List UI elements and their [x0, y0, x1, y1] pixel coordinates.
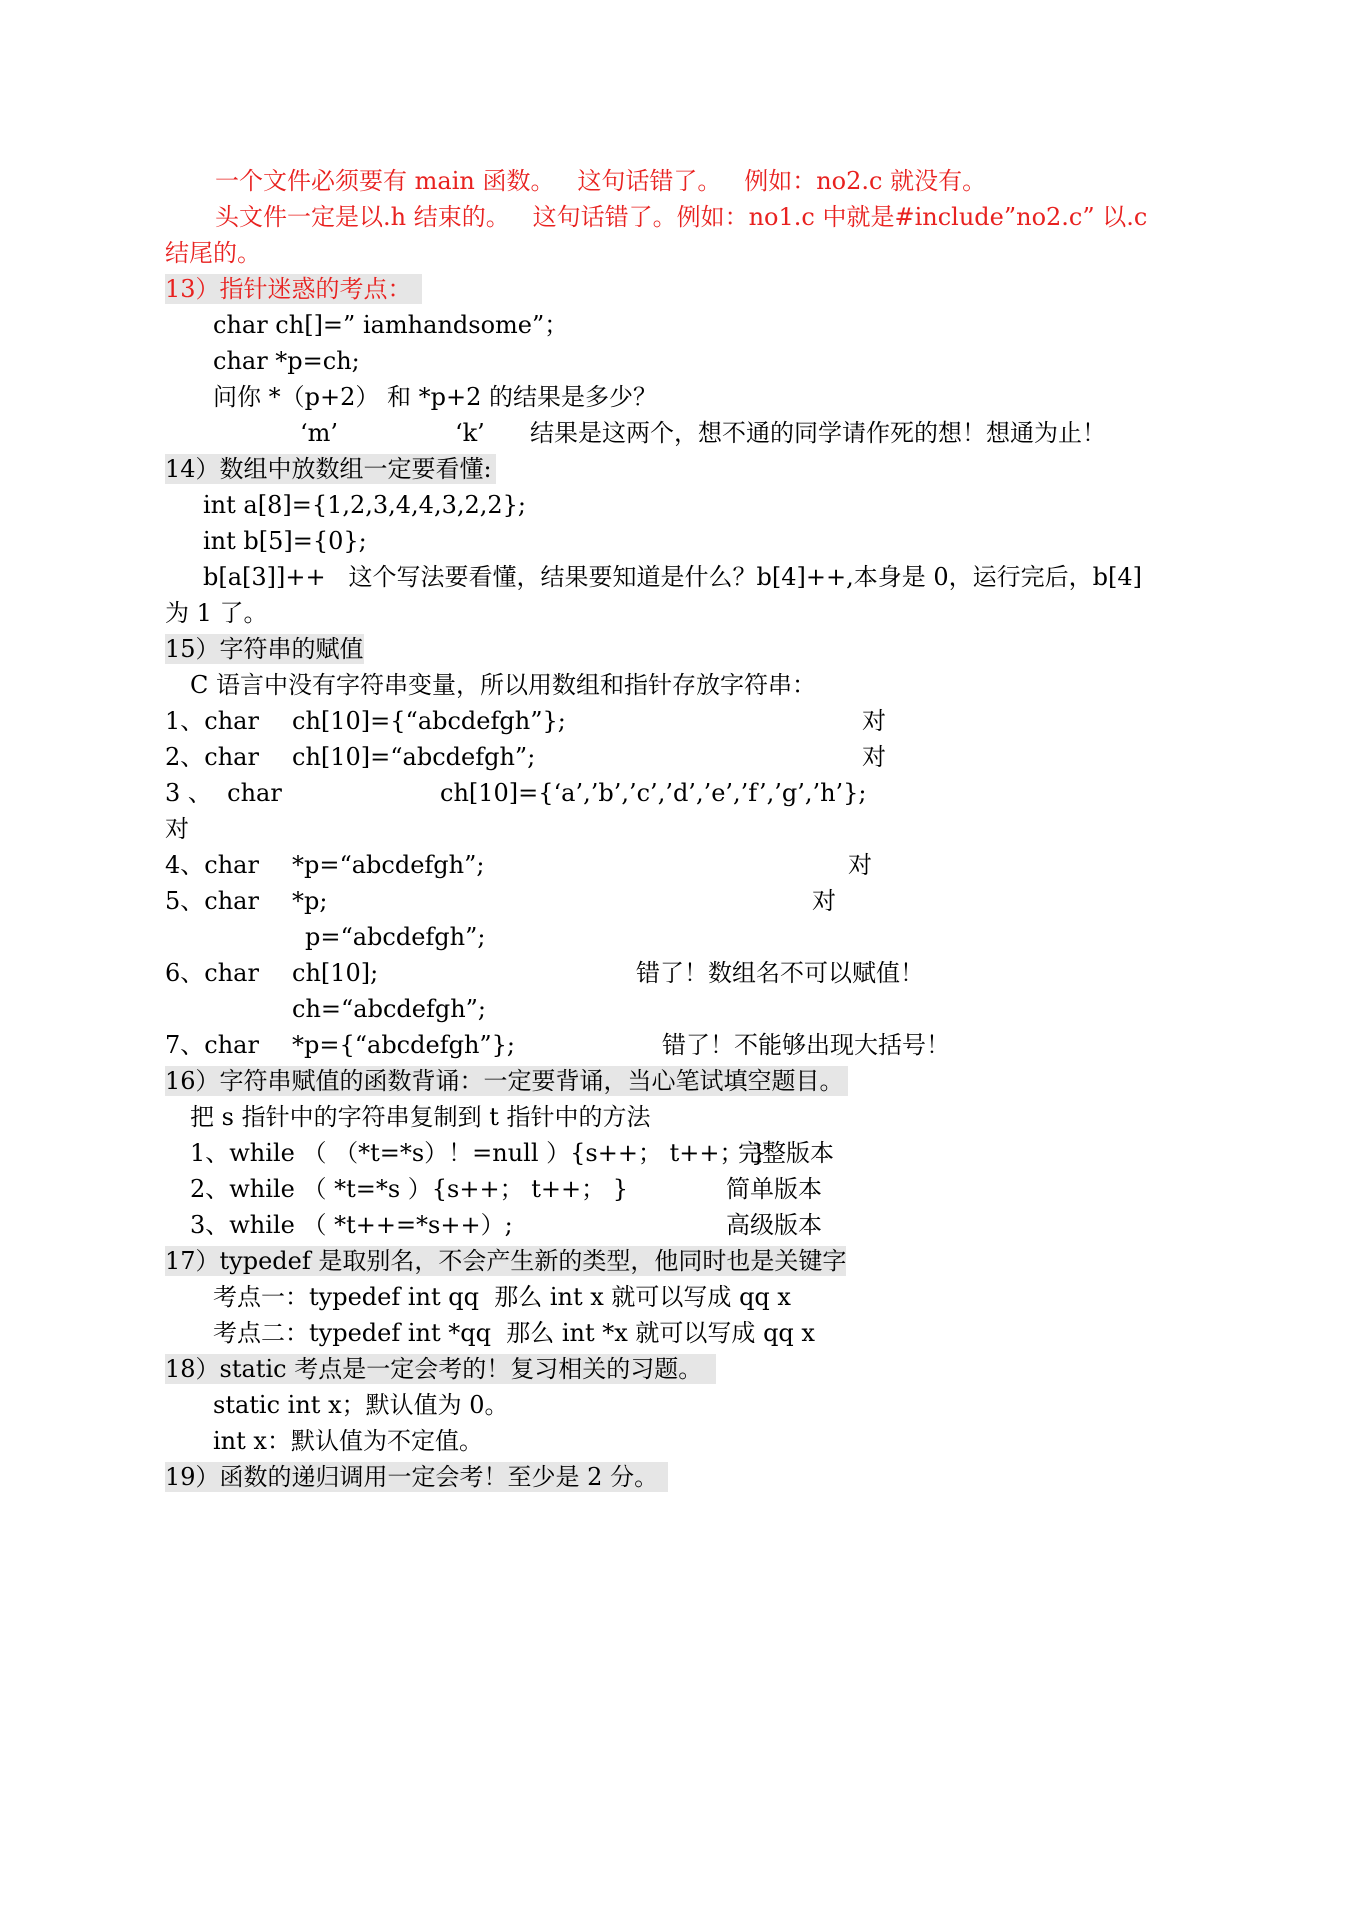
s15-item-6-verdict: 错了！数组名不可以赋值！ [636, 959, 924, 987]
s16-version-1-code: 1、while （ （*t=*s）！=null ）{s++； t++； } [190, 1139, 767, 1167]
section-15-heading: 15）字符串的赋值 [165, 635, 364, 663]
s15-item-6-continuation: ch=“abcdefgh”; [292, 995, 487, 1023]
s15-item-7-code: *p={“abcdefgh”}; [292, 1031, 516, 1059]
s15-item-1-code: ch[10]={“abcdefgh”}; [292, 707, 566, 735]
s15-item-1-verdict: 对 [862, 707, 886, 735]
s15-item-4-code: *p=“abcdefgh”; [292, 851, 485, 879]
s14-code-2: int b[5]={0}; [203, 527, 367, 555]
section-17-heading: 17）typedef 是取别名，不会产生新的类型，他同时也是关键字 [165, 1247, 847, 1275]
s15-item-6-code: ch[10]; [292, 959, 379, 987]
s18-line-2: int x：默认值为不定值。 [213, 1427, 483, 1455]
section-13-heading: 13）指针迷惑的考点： [165, 274, 422, 304]
s15-item-2-num: 2、char [165, 743, 259, 771]
s13-answer-k: ‘k’ [455, 419, 485, 447]
s15-item-3-verdict: 对 [165, 815, 189, 843]
s13-answer-note: 结果是这两个，想不通的同学请作死的想！想通为止！ [530, 419, 1106, 447]
s15-item-5-num: 5、char [165, 887, 259, 915]
s17-point-2: 考点二：typedef int *qq 那么 int *x 就可以写成 qq x [213, 1319, 815, 1347]
s15-item-6-num: 6、char [165, 959, 259, 987]
s15-item-4-verdict: 对 [848, 851, 872, 879]
s15-item-5-verdict: 对 [812, 887, 836, 915]
section-18-heading: 18）static 考点是一定会考的！复习相关的习题。 [165, 1354, 716, 1384]
s16-version-2-label: 简单版本 [726, 1175, 822, 1203]
s13-answer-m: ‘m’ [300, 419, 339, 447]
s15-item-4-num: 4、char [165, 851, 259, 879]
section-19-heading: 19）函数的递归调用一定会考！至少是 2 分。 [165, 1462, 668, 1492]
s13-code-1: char ch[]=” iamhandsome”； [213, 311, 569, 339]
s16-version-3-label: 高级版本 [726, 1211, 822, 1239]
s15-item-2-code: ch[10]=“abcdefgh”; [292, 743, 536, 771]
s16-version-2-code: 2、while （ *t=*s ）{s++； t++； } [190, 1175, 628, 1203]
section-14-heading: 14）数组中放数组一定要看懂: [165, 454, 496, 484]
s16-version-1-label: 完整版本 [738, 1139, 834, 1167]
s15-item-7-num: 7、char [165, 1031, 259, 1059]
s14-code-1: int a[8]={1,2,3,4,4,3,2,2}; [203, 491, 527, 519]
s14-explain-1: b[a[3]]++ 这个写法要看懂，结果要知道是什么？b[4]++,本身是 0，运行完后，b[4] [203, 563, 1142, 591]
s17-point-1: 考点一：typedef int qq 那么 int x 就可以写成 qq x [213, 1283, 791, 1311]
s13-code-2: char *p=ch; [213, 347, 360, 375]
s15-item-7-verdict: 错了！不能够出现大括号！ [662, 1031, 950, 1059]
red-note-line-2: 头文件一定是以.h 结束的。 这句话错了。例如：no1.c 中就是#include”no2.c” 以.c [215, 203, 1148, 231]
s15-intro: C 语言中没有字符串变量，所以用数组和指针存放字符串： [190, 671, 816, 699]
s14-explain-2: 为 1 了。 [165, 599, 268, 627]
s13-question: 问你 *（p+2） 和 *p+2 的结果是多少？ [213, 383, 657, 411]
section-16-heading: 16）字符串赋值的函数背诵：一定要背诵，当心笔试填空题目。 [165, 1066, 848, 1096]
red-note-line-1: 一个文件必须要有 main 函数。 这句话错了。 例如：no2.c 就没有。 [215, 167, 987, 195]
s15-item-3-num: 3 、 char [165, 779, 282, 807]
s15-item-5-continuation: p=“abcdefgh”; [305, 923, 486, 951]
s18-line-1: static int x；默认值为 0。 [213, 1391, 509, 1419]
s15-item-3-code: ch[10]={‘a’,’b’,’c’,’d’,’e’,’f’,’g’,’h’}; [440, 779, 867, 807]
s16-intro: 把 s 指针中的字符串复制到 t 指针中的方法 [190, 1103, 651, 1131]
s15-item-2-verdict: 对 [862, 743, 886, 771]
s15-item-1-num: 1、char [165, 707, 259, 735]
s15-item-5-code: *p; [292, 887, 328, 915]
red-note-line-3: 结尾的。 [165, 239, 261, 267]
s16-version-3-code: 3、while （ *t++=*s++）; [190, 1211, 513, 1239]
